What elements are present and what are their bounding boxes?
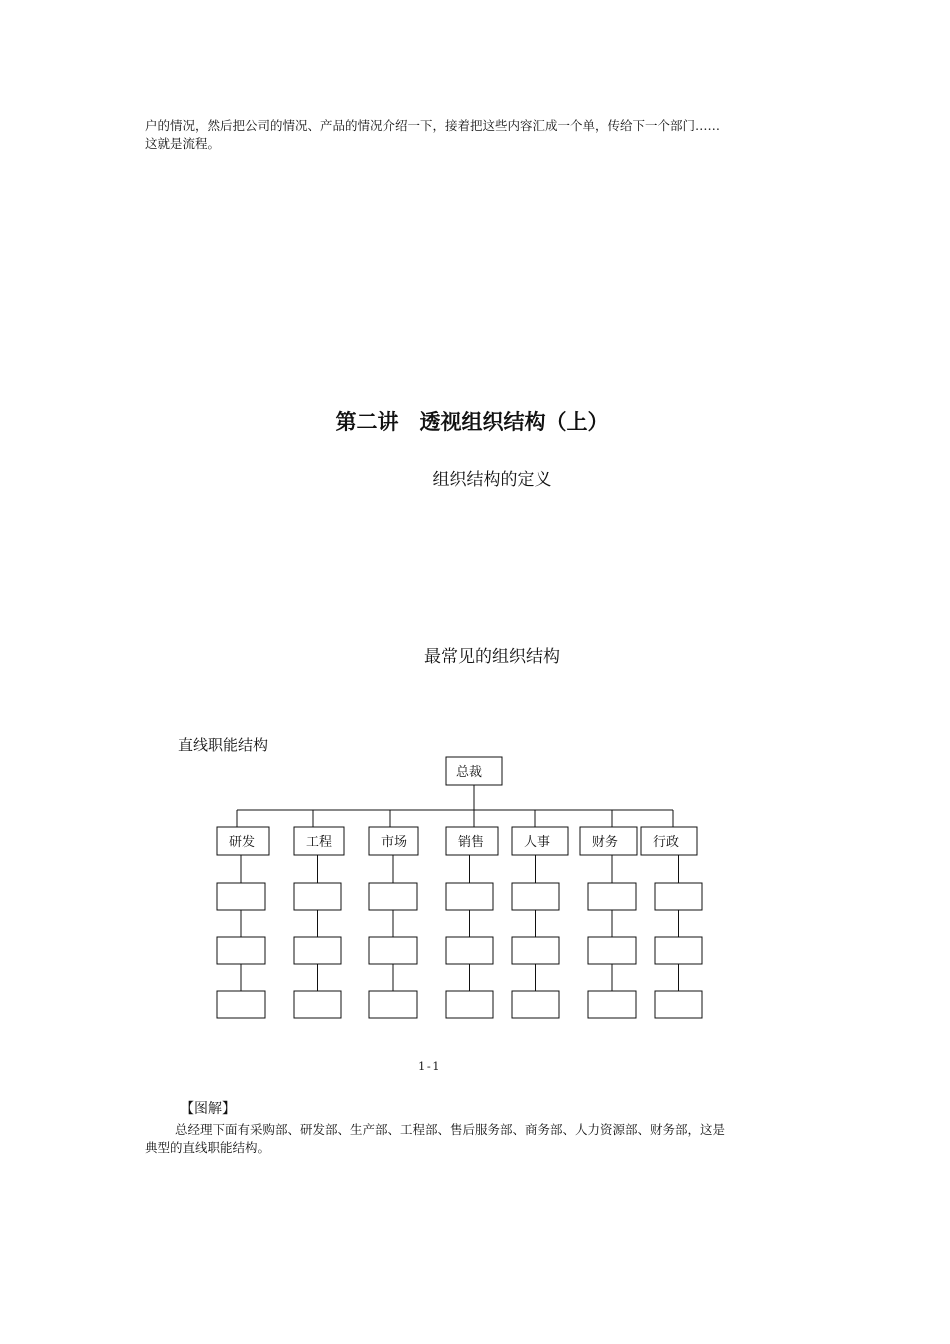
paragraph-line: 户的情况，然后把公司的情况、产品的情况介绍一下，接着把这些内容汇成一个单，传给下一个部门…… xyxy=(145,118,721,133)
empty-box xyxy=(446,937,493,964)
dept-label: 市场 xyxy=(381,835,408,850)
empty-box xyxy=(588,883,636,910)
explanation-heading: 【图解】 xyxy=(180,1101,236,1117)
empty-box xyxy=(217,937,265,964)
empty-box xyxy=(588,937,636,964)
empty-box xyxy=(369,883,417,910)
empty-box xyxy=(217,883,265,910)
empty-box xyxy=(446,883,493,910)
empty-box xyxy=(294,883,341,910)
figure-caption xyxy=(418,1059,441,1073)
empty-box xyxy=(588,991,636,1018)
root-label: 总裁 xyxy=(456,765,483,780)
empty-box xyxy=(512,991,559,1018)
empty-box xyxy=(369,991,417,1018)
paragraph-line: 总经理下面有采购部、研发部、生产部、工程部、售后服务部、商务部、人力资源部、财务部，这是 xyxy=(175,1122,726,1137)
section-heading-common: 最常见的组织结构 xyxy=(424,647,560,667)
empty-box xyxy=(446,991,493,1018)
lecture-title: 第二讲 透视组织结构（上） xyxy=(335,410,609,434)
empty-box xyxy=(655,883,702,910)
empty-box xyxy=(655,991,702,1018)
empty-box xyxy=(294,937,341,964)
dept-label: 人事 xyxy=(524,835,551,850)
empty-box xyxy=(655,937,702,964)
empty-box xyxy=(369,937,417,964)
empty-box xyxy=(512,883,559,910)
dept-label: 行政 xyxy=(653,835,680,850)
section-heading-definition: 组织结构的定义 xyxy=(432,470,552,490)
empty-box xyxy=(217,991,265,1018)
empty-box xyxy=(294,991,341,1018)
figure-number: 1-1 xyxy=(418,1059,442,1073)
dept-label: 销售 xyxy=(458,835,485,850)
paragraph-line: 典型的直线职能结构。 xyxy=(145,1140,271,1155)
dept-label: 财务 xyxy=(592,835,619,850)
dept-label: 研发 xyxy=(229,835,256,850)
empty-box xyxy=(512,937,559,964)
dept-label: 工程 xyxy=(306,835,333,850)
paragraph-line: 这就是流程。 xyxy=(145,136,221,151)
sub-heading: 直线职能结构 xyxy=(178,736,269,754)
